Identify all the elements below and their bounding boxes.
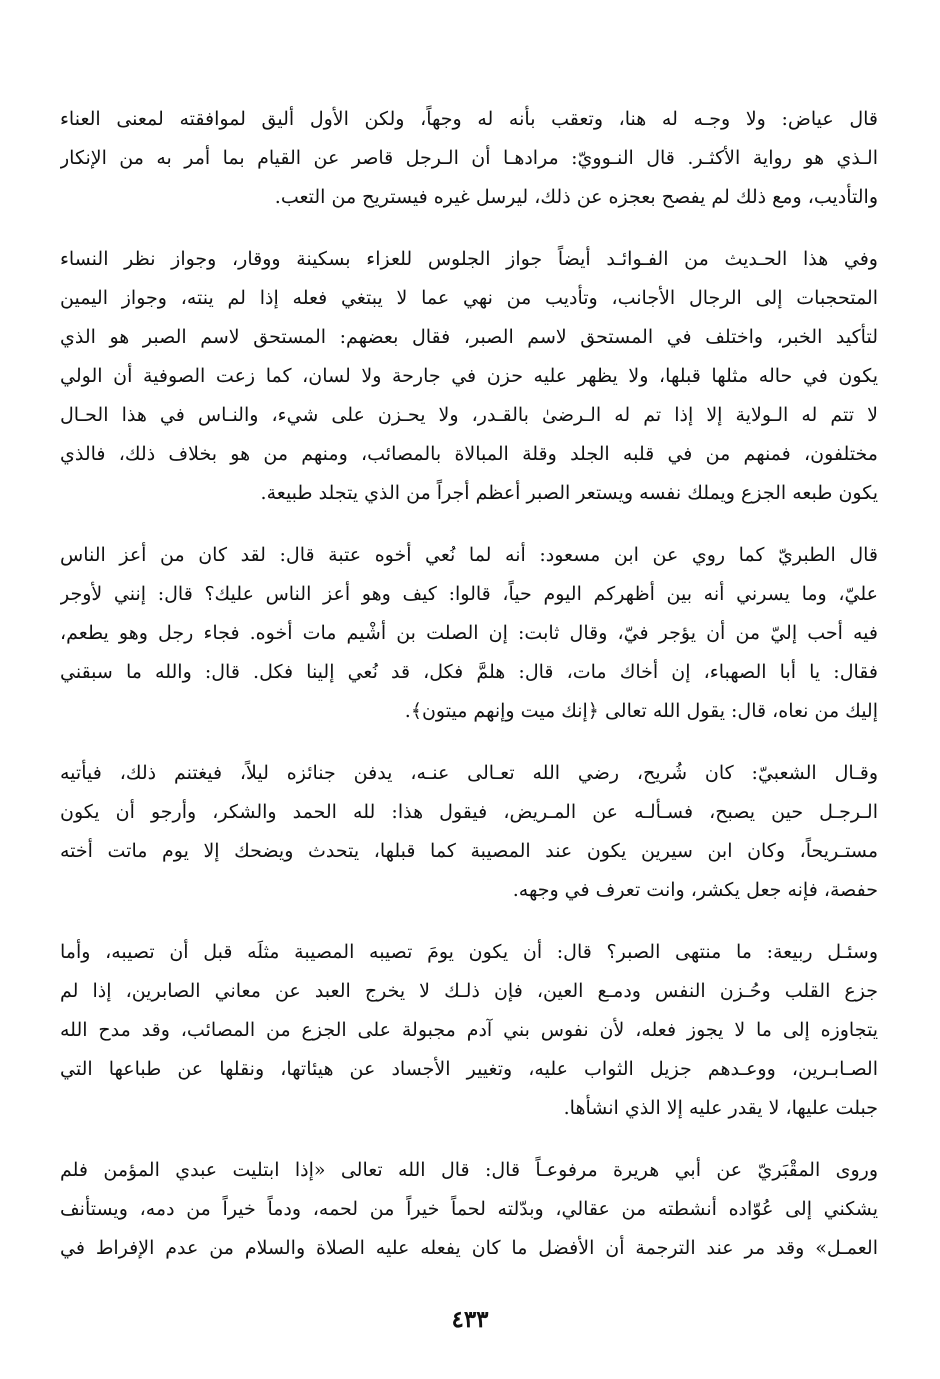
text-line: عليّ، وما يسرني أنه بين أظهركم اليوم حياً، قالوا: كيف وهو أعز الناس عليك؟ قال: إنني لأوجر <box>60 583 878 605</box>
paragraph-2 <box>60 240 878 513</box>
text-line: الصـابـرين، ووعـدهم جزيل الثواب عليه، وتغيير الأجساد عن هيئاتها، ونقلها عن طباعها التي <box>60 1058 878 1080</box>
text-line: فقال: يا أبا الصهباء، إن أخاك مات، قال: هلمَّ فكل، قد نُعي إلينا فكل. قال: والله ما سبقني <box>60 661 878 683</box>
paragraph-3 <box>60 536 878 731</box>
text-line: إليك من نعاه، قال: يقول الله تعالى ﴿إنك ميت وإنهم ميتون﴾. <box>404 700 878 722</box>
paragraph-4 <box>60 754 878 910</box>
page-body <box>60 100 878 1291</box>
text-line: مختلفون، فمنهم من في قلبه الجلد وقلة المبالاة بالمصائب، ومنهم من هو بخلاف ذلك، فالذي <box>60 443 878 465</box>
text-line: يكون في حاله مثلها قبلها، ولا يظهر عليه حزن في جارحة ولا لسان، كما زعت الصوفية أن الولي <box>60 365 878 387</box>
page-number: ٤٣٣ <box>451 1306 489 1333</box>
text-line: مستـريحاً، وكان ابن سيرين يكون عند المصيبة كما قبلها، يتحدث ويضحك إلا يوم ماتت أخته <box>60 840 878 862</box>
text-line: وروى المقْبَريّ عن أبي هريرة مرفوعـاً قال: قال الله تعالى «إذا ابتليت عبدي المؤمن فلم <box>60 1159 878 1181</box>
text-line: جبلت عليها، لا يقدر عليه إلا الذي انشأها. <box>563 1097 878 1119</box>
text-line: والتأديب، ومع ذلك لم يفصح بعجزه عن ذلك، ليرسل غيره فيستريح من التعب. <box>274 186 878 208</box>
text-line: قال عياض: ولا وجـه له هنا، وتعقب بأنه له وجهاً، ولكن الأول أليق لموافقته لمعنى العناء <box>60 108 878 130</box>
text-line: يكون طبعه الجزع ويملك نفسه ويستعر الصبر أعظم أجراً من الذي يتجلد طبيعة. <box>260 482 878 504</box>
text-line: جزع القلب وحُـزن النفس ودمـع العين، فإن ذلـك لا يخرج العبد عن معاني الصابرين، إذا لم <box>60 980 878 1002</box>
text-line: العمـل» وقد مر عند الترجمة أن الأفضل ما كان يفعله عليه الصلاة والسلام من عدم الإفراط في <box>60 1237 878 1259</box>
text-line: يتجاوزه إلى ما لا يجوز فعله، لأن نفوس بني آدم مجبولة على الجزع من المصائب، وقد مدح الله <box>60 1019 878 1041</box>
text-line: وفي هذا الحـديث من الفـوائـد أيضاً جواز الجلوس للعزاء بسكينة ووقار، وجواز نظر النساء <box>60 248 878 270</box>
text-line: وقـال الشعبيّ: كان شُريح، رضي الله تعـالى عنـه، يدفن جنائزه ليلاً، فيغتنم ذلك، فيأتيه <box>60 762 878 784</box>
text-line: وسئـل ربيعة: ما منتهى الصبر؟ قال: أن يكون يومَ تصيبه المصيبة مثلَه قبل أن تصيبه، وأما <box>60 941 878 963</box>
text-line: المتحجبات إلى الرجال الأجانب، وتأديب من نهي عما لا يبتغي فعله إذا لم ينته، وجواز اليمين <box>60 287 878 309</box>
text-line: الـذي هو رواية الأكثـر. قال النـوويّ: مرادهـا أن الـرجل قاصر عن القيام بما أمر به من الإنكار <box>60 147 878 169</box>
text-line: الـرجـل حين يصبح، فسـألـه عن المـريض، فيقول هذا: لله الحمد والشكر، وأرجو أن يكون <box>60 801 878 823</box>
text-line: يشكني إلى عُوّاده أنشطته من عقالي، وبدّلته لحماً خيراً من لحمه، ودماً خيراً من دمه، ويستأنف <box>60 1198 878 1220</box>
text-line: فيه أحب إليّ من أن يؤجر فيّ، وقال ثابت: إن الصلت بن أشْيم مات أخوه. فجاء رجل وهو يطعم، <box>60 622 878 644</box>
paragraph-5 <box>60 933 878 1128</box>
text-line: قال الطبريّ كما روي عن ابن مسعود: أنه لما نُعي أخوه عتبة قال: لقد كان من أعز الناس <box>60 544 878 566</box>
text-line: حفصة، فإنه جعل يكشر، وانت تعرف في وجهه. <box>512 879 878 901</box>
paragraph-1 <box>60 100 878 217</box>
text-line: لا تتم له الـولاية إلا إذا تم له الـرضىٰ بالقـدر، ولا يحـزن على شيء، والنـاس في هذا الحـال <box>60 404 878 426</box>
paragraph-6 <box>60 1151 878 1268</box>
text-line: لتأكيد الخبر، واختلف في المستحق لاسم الصبر، فقال بعضهم: المستحق لاسم الصبر هو الذي <box>60 326 878 348</box>
